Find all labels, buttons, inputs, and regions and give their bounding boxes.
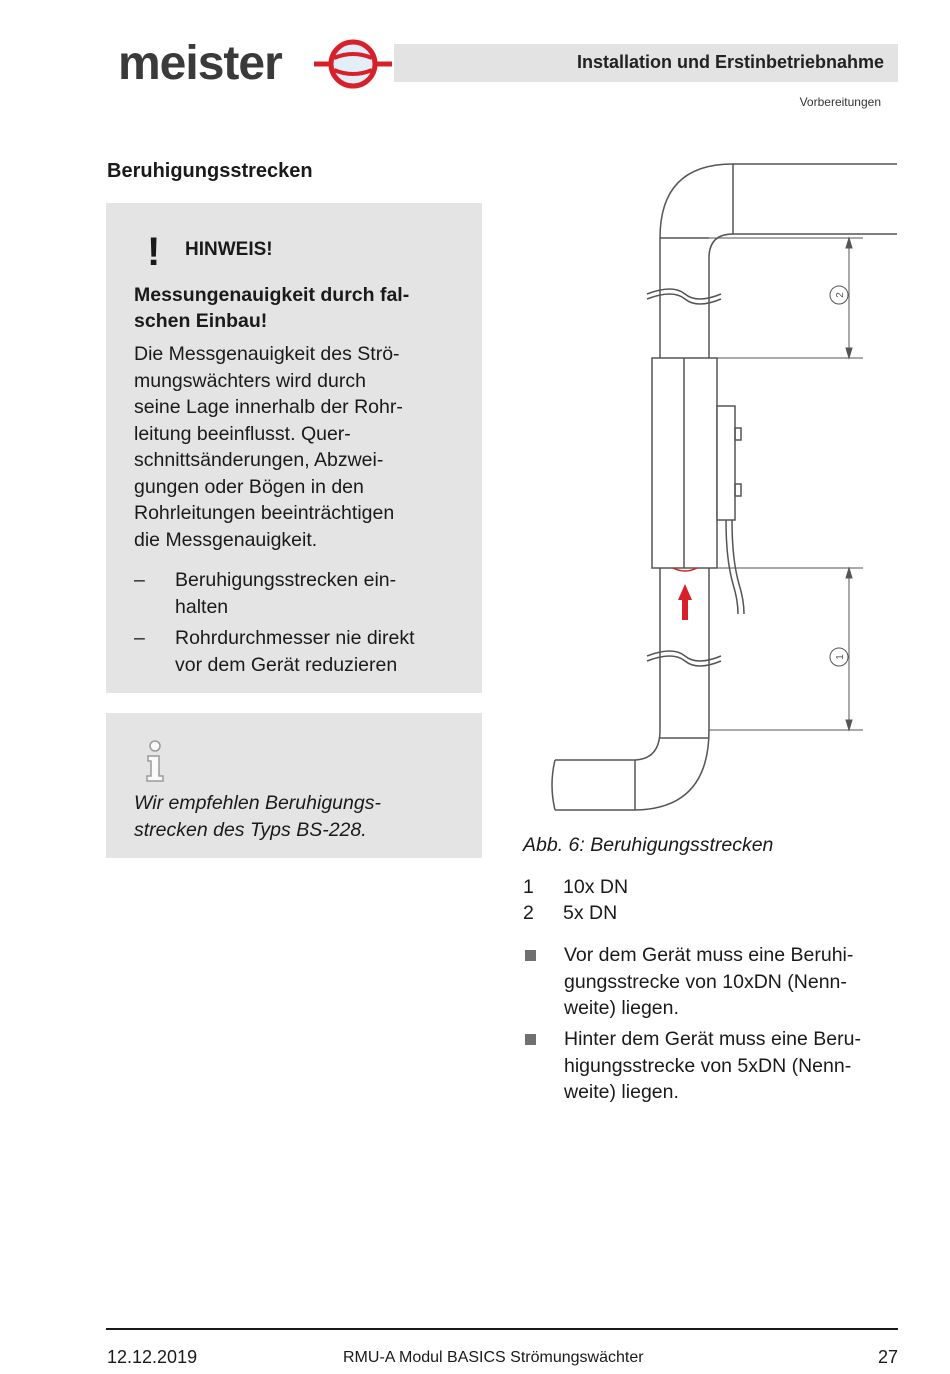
footer-date: 12.12.2019 bbox=[107, 1347, 198, 1367]
note-body-line: die Messgenauigkeit. bbox=[134, 528, 318, 551]
footer-rule bbox=[106, 1328, 898, 1330]
legend-row bbox=[523, 876, 628, 899]
legend-text: 5x DN bbox=[563, 902, 618, 924]
header-title: Installation und Erstinbetriebnahme bbox=[576, 52, 884, 72]
dimension-arrow bbox=[846, 568, 852, 578]
dimension-arrow bbox=[846, 238, 852, 248]
exclamation-icon: ! bbox=[147, 230, 161, 274]
legend-number: 2 bbox=[523, 902, 534, 924]
bullet-line: gungsstrecke von 10xDN (Nenn- bbox=[564, 970, 847, 993]
section-heading: Beruhigungsstrecken bbox=[107, 160, 313, 182]
square-bullet-icon bbox=[525, 1034, 536, 1045]
note-body-line: Rohrleitungen beeinträchtigen bbox=[134, 502, 395, 524]
flow-arrow-shaft bbox=[682, 598, 688, 620]
header-subtitle: Vorbereitungen bbox=[799, 95, 881, 109]
square-bullet-icon bbox=[525, 950, 536, 961]
device-knob bbox=[735, 428, 741, 440]
marker-label-bottom: 1 bbox=[835, 654, 846, 660]
legend-number: 1 bbox=[523, 876, 534, 898]
info-icon bbox=[140, 740, 170, 784]
dimension-arrow bbox=[846, 348, 852, 358]
note-body-line: leitung beeinflusst. Quer- bbox=[134, 422, 351, 445]
bullet-line: Hinter dem Gerät muss eine Beru- bbox=[564, 1028, 861, 1050]
note-subtitle-line: Messungenauigkeit durch fal- bbox=[134, 284, 410, 306]
pipe-diagram bbox=[523, 160, 899, 814]
logo-text: meister bbox=[118, 37, 282, 90]
info-text-line: strecken des Typs BS-228. bbox=[134, 818, 367, 841]
pipe-elbow bbox=[633, 730, 709, 810]
note-body-line: Die Messgenauigkeit des Strö- bbox=[134, 343, 400, 365]
bullet-line: Vor dem Gerät muss eine Beruhi- bbox=[564, 944, 854, 966]
break-mark bbox=[647, 656, 721, 666]
bullet-line: higungsstrecke von 5xDN (Nenn- bbox=[564, 1054, 852, 1077]
bullet-item bbox=[523, 1026, 893, 1106]
note-list-line: vor dem Gerät reduzieren bbox=[175, 653, 398, 676]
page-number: 27 bbox=[877, 1347, 898, 1367]
dash-marker: – bbox=[134, 627, 145, 649]
bullet-line: weite) liegen. bbox=[564, 1081, 679, 1103]
info-text-line: Wir empfehlen Beruhigungs- bbox=[134, 792, 381, 814]
break-mark bbox=[647, 294, 721, 304]
dimension-arrow bbox=[846, 720, 852, 730]
logo-icon bbox=[314, 36, 394, 92]
bullet-item bbox=[523, 942, 893, 1022]
note-body bbox=[134, 341, 454, 553]
note-list-line: Rohrdurchmesser nie direkt bbox=[175, 627, 415, 649]
device-cable bbox=[732, 520, 744, 614]
pipe-elbow bbox=[633, 730, 660, 760]
note-list-item bbox=[134, 567, 464, 620]
note-list-line: Beruhigungsstrecken ein- bbox=[175, 569, 397, 591]
pipe-cut bbox=[552, 760, 555, 810]
note-body-line: schnittsänderungen, Abzwei- bbox=[134, 449, 384, 471]
marker-label-top: 2 bbox=[835, 292, 846, 298]
pipe-elbow bbox=[660, 164, 733, 238]
flow-arrow-icon bbox=[678, 584, 692, 600]
note-body-line: seine Lage innerhalb der Rohr- bbox=[134, 396, 403, 418]
note-body-line: mungswächters wird durch bbox=[134, 369, 366, 392]
device-knob bbox=[735, 484, 741, 496]
note-subtitle bbox=[134, 282, 454, 334]
info-text bbox=[134, 790, 464, 843]
legend-text: 10x DN bbox=[563, 876, 629, 898]
figure-caption: Abb. 6: Beruhigungsstrecken bbox=[523, 834, 774, 856]
device-housing bbox=[717, 406, 735, 520]
legend-row bbox=[523, 902, 617, 925]
note-list-item bbox=[134, 625, 464, 678]
footer-title: RMU-A Modul BASICS Strömungswächter bbox=[343, 1349, 644, 1366]
note-list-line: halten bbox=[175, 595, 229, 618]
note-subtitle-line: schen Einbau! bbox=[134, 310, 268, 332]
bullet-line: weite) liegen. bbox=[564, 997, 679, 1019]
note-body-line: gungen oder Bögen in den bbox=[134, 475, 364, 498]
note-title: HINWEIS! bbox=[185, 239, 273, 260]
dash-marker: – bbox=[134, 569, 145, 591]
